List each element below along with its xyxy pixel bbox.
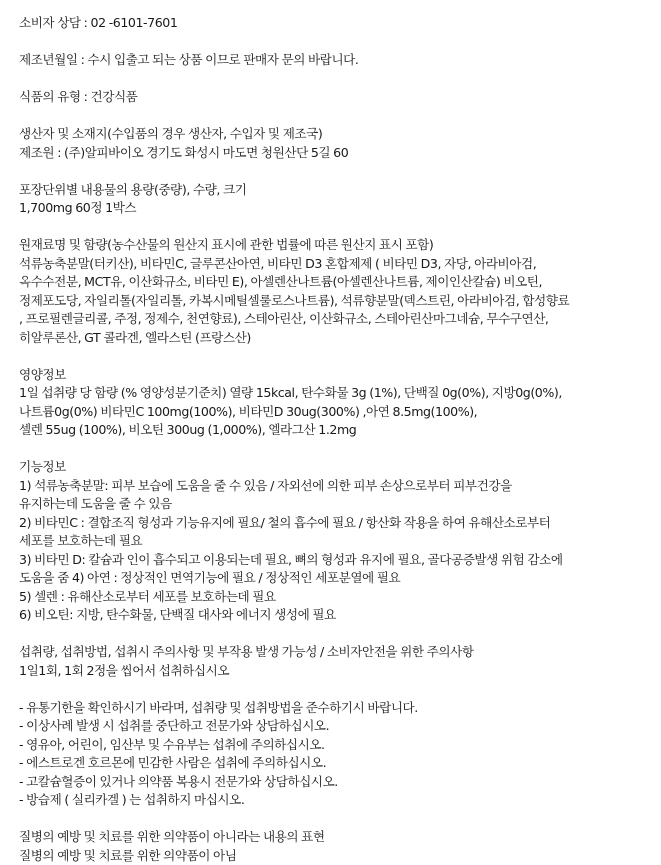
intake-method-section (19, 643, 651, 680)
ingredients-section (19, 236, 651, 347)
text-line: - 에스트로겐 호르몬에 민감한 사람은 섭취에 주의하십시오. (19, 754, 651, 773)
text-line: 나트륨0g(0%) 비타민C 100mg(100%), 비타민D 30ug(300%) ,아연 8.5mg(100%), (19, 403, 651, 422)
text-line: 옥수수전분, MCT유, 이산화규소, 비타민 E), 아셀렌산나트륨(아셀렌산나트륨, 제이인산칼슘) 비오틴, (19, 273, 651, 292)
function-info-section (19, 458, 651, 625)
text-line: 세포를 보호하는데 필요 (19, 532, 651, 551)
text-line: 제조년월일 : 수시 입출고 되는 상품 이므로 판매자 문의 바랍니다. (19, 51, 651, 70)
text-line: 원재료명 및 함량(농수산물의 원산지 표시에 관한 법률에 따른 원산지 표시 포함) (19, 236, 651, 255)
text-line: 정제포도당, 자일리톨(자일리톨, 카복시메틸셀룰로스나트륨), 석류향분말(덱스트린, 아라비아검, 합성향료 (19, 292, 651, 311)
text-line: 1일 섭취량 당 함량 (% 영양성분기준치) 열량 15kcal, 탄수화물 3g (1%), 단백질 0g(0%), 지방0g(0%), (19, 384, 651, 403)
text-line: - 이상사례 발생 시 섭취를 중단하고 전문가와 상담하십시오. (19, 717, 651, 736)
text-line: 유지하는데 도움을 줄 수 있음 (19, 495, 651, 514)
text-line: 소비자 상담 : 02 -6101-7601 (19, 14, 651, 33)
disclaimer-section (19, 828, 651, 865)
text-line: 생산자 및 소재지(수입품의 경우 생산자, 수입자 및 제조국) (19, 125, 651, 144)
text-line: 질병의 예방 및 치료를 위한 의약품이 아니라는 내용의 표현 (19, 828, 651, 847)
text-line: 기능정보 (19, 458, 651, 477)
text-line: - 유통기한을 확인하시기 바라며, 섭취량 및 섭취방법을 준수하기시 바랍니다. (19, 699, 651, 718)
nutrition-info-section (19, 366, 651, 440)
text-line: 식품의 유형 : 건강식품 (19, 88, 651, 107)
manufacture-date-section (19, 51, 651, 70)
text-line: 영양정보 (19, 366, 651, 385)
package-quantity-section (19, 181, 651, 218)
manufacturer-section (19, 125, 651, 162)
text-line: 2) 비타민C : 결합조직 형성과 기능유지에 필요/ 철의 흡수에 필요 / 항산화 작용을 하여 유해산소로부터 (19, 514, 651, 533)
text-line: - 영유아, 어린이, 임산부 및 수유부는 섭취에 주의하십시오. (19, 736, 651, 755)
text-line: 질병의 예방 및 치료를 위한 의약품이 아님 (19, 847, 651, 865)
text-line: 셀렌 55ug (100%), 비오틴 300ug (1,000%), 엘라그산 1.2mg (19, 421, 651, 440)
text-line: 5) 셀렌 : 유해산소로부터 세포를 보호하는데 필요 (19, 588, 651, 607)
text-line: 히알루론산, GT 콜라겐, 엘라스틴 (프랑스산) (19, 329, 651, 348)
text-line: , 프로필렌글리콜, 주정, 정제수, 천연향료), 스테아린산, 이산화규소, 스테아린산마그네슘, 무수구연산, (19, 310, 651, 329)
text-line: 1일1회, 1회 2정을 씹어서 섭취하십시오 (19, 662, 651, 681)
food-type-section (19, 88, 651, 107)
text-line: - 방습제 ( 실리카겔 ) 는 섭취하지 마십시오. (19, 791, 651, 810)
text-line: - 고칼슘혈증이 있거나 의약품 복용시 전문가와 상담하십시오. (19, 773, 651, 792)
consumer-contact-section (19, 14, 651, 33)
text-line: 1) 석류농축분말: 피부 보습에 도움을 줄 수 있음 / 자외선에 의한 피부 손상으로부터 피부건강을 (19, 477, 651, 496)
precautions-section (19, 699, 651, 810)
text-line: 1,700mg 60정 1박스 (19, 199, 651, 218)
text-line: 6) 비오틴: 지방, 탄수화물, 단백질 대사와 에너지 생성에 필요 (19, 606, 651, 625)
text-line: 3) 비타민 D: 칼슘과 인이 흡수되고 이용되는데 필요, 뼈의 형성과 유지에 필요, 골다공증발생 위험 감소에 (19, 551, 651, 570)
text-line: 석류농축분말(터키산), 비타민C, 글루콘산아연, 비타민 D3 혼합제제 ( 비타민 D3, 자당, 아라비아검, (19, 255, 651, 274)
text-line: 도움을 줌 4) 아연 : 정상적인 면역기능에 필요 / 정상적인 세포분열에 필요 (19, 569, 651, 588)
text-line: 제조원 : (주)알피바이오 경기도 화성시 마도면 청원산단 5길 60 (19, 144, 651, 163)
text-line: 포장단위별 내용물의 용량(중량), 수량, 크기 (19, 181, 651, 200)
text-line: 섭취량, 섭취방법, 섭취시 주의사항 및 부작용 발생 가능성 / 소비자안전을 위한 주의사항 (19, 643, 651, 662)
